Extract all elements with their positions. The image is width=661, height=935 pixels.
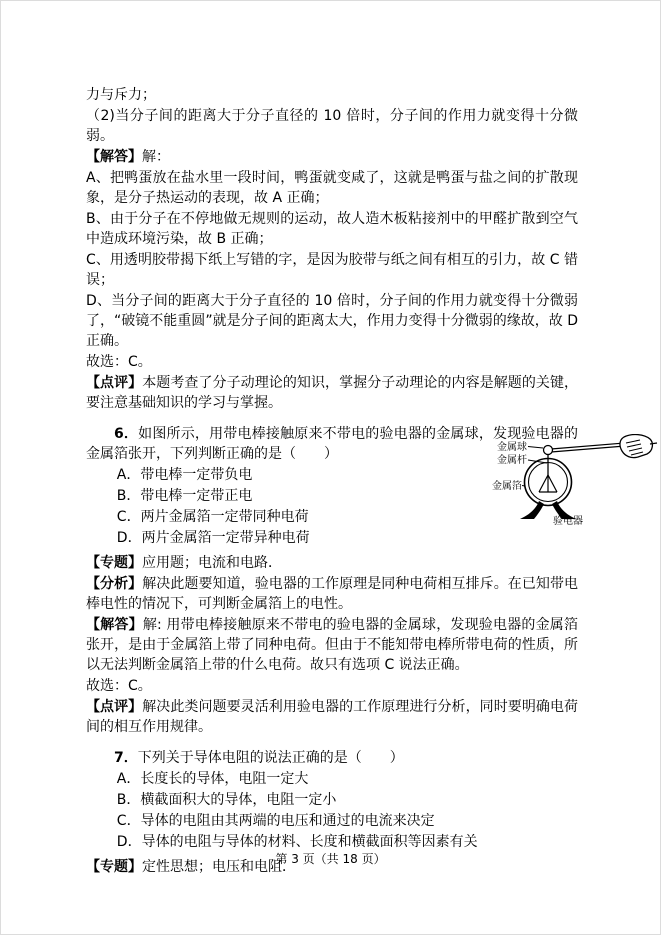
figure-label-metal-rod: 金属杆 — [497, 455, 527, 466]
q6-option-c: C．两片金属箔一定带同种电荷 — [116, 509, 309, 525]
q6-comment-text: 解决此类问题要灵活利用验电器的工作原理进行分析，同时要明确电荷间的相互作用规律。 — [86, 699, 579, 735]
q7-stem — [86, 748, 578, 768]
document-content — [86, 85, 583, 878]
solution5-answer-intro: 解： — [142, 149, 170, 165]
q6-option-d: D．两片金属箔一定带异种电荷 — [116, 530, 310, 546]
q6-number: 6． — [114, 426, 139, 442]
solution5-item-b: B、由于分子在不停地做无规则的运动，故人造木板粘接剂中的甲醛扩散到空气中造成环境污染，故 B 正确； — [86, 211, 578, 247]
page-footer: 第 3 页（共 18 页） — [275, 852, 386, 866]
solution5-answer-heading — [86, 147, 578, 167]
q6-conclusion: 故选：C。 — [86, 678, 152, 694]
solution5-comment-label: 【点评】 — [86, 375, 143, 391]
q6-stem-text: 如图所示，用带电棒接触原来不带电的验电器的金属球，发现验电器的金属箔张开，下列判断正确的是（ ） — [86, 426, 578, 462]
q7-option-b: B．横截面积大的导体，电阻一定小 — [116, 792, 337, 808]
q6-answer-text: 解: 用带电棒接触原来不带电的验电器的金属球，发现验电器的金属箔张开，是由于金属箔上带了同种电荷。但由于不能知带电棒所带电荷的性质，所以无法判断金属箔上带的什么电荷。故只有选项 C 说法正确。 — [86, 617, 579, 673]
figure-label-metal-foil: 金属箔 — [492, 481, 522, 492]
q6-option-b: B．带电棒一定带正电 — [116, 488, 253, 504]
q7-option-c: C．导体的电阻由其两端的电压和通过的电流来决定 — [116, 813, 435, 829]
solution5-item-a: A、把鸭蛋放在盐水里一段时间，鸭蛋就变咸了，这就是鸭蛋与盐之间的扩散现象，是分子热运动的表现，故 A 正确； — [86, 170, 578, 206]
solution5-item-d: D、当分子间的距离大于分子直径的 10 倍时，分子间的作用力就变得十分微弱了，“破镜不能重圆”就是分子间的距离太大，作用力变得十分微弱的缘故，故 D 正确。 — [86, 293, 578, 349]
solution5-point2-line: （2)当分子间的距离大于分子直径的 10 倍时，分子间的作用力就变得十分微弱。 — [86, 108, 578, 144]
q6-option-a: A．带电棒一定带负电 — [116, 467, 253, 483]
solution5-comment-text: 本题考查了分子动理论的知识，掌握分子动理论的内容是解题的关键，要注意基础知识的学习与掌握。 — [86, 375, 579, 411]
electroscope-figure — [491, 434, 659, 530]
q6-answer-label: 【解答】 — [86, 617, 143, 633]
solution5-item-c: C、用透明胶带揭下纸上写错的字，是因为胶带与纸之间有相互的引力，故 C 错误； — [86, 252, 578, 288]
figure-caption-electroscope: 验电器 — [553, 516, 583, 527]
solution5-comment — [86, 373, 578, 413]
q6-analysis-label: 【分析】 — [86, 576, 143, 592]
metal-foils-icon — [539, 475, 557, 492]
q6-comment — [86, 697, 578, 737]
q7-number: 7． — [114, 750, 138, 766]
q6-topic — [86, 553, 578, 573]
q7-option-a: A．长度长的导体，电阻一定大 — [116, 771, 309, 787]
figure-label-metal-ball: 金属球 — [497, 442, 527, 453]
q6-topic-label: 【专题】 — [86, 555, 142, 571]
q7-topic-text: 定性思想；电压和电阻． — [142, 859, 296, 875]
q6-analysis-text: 解决此题要知道，验电器的工作原理是同种电荷相互排斥。在已知带电棒电性的情况下，可判断金属箔上的电性。 — [86, 576, 579, 612]
q6-topic-text: 应用题；电流和电路． — [142, 555, 282, 571]
question-6-block — [86, 424, 583, 737]
solution5-answer-label: 【解答】 — [86, 149, 142, 165]
metal-ball-icon — [544, 446, 553, 455]
q7-topic-label: 【专题】 — [86, 859, 142, 875]
q7-option-d: D．导体的电阻与导体的材料、长度和横截面积等因素有关 — [116, 834, 478, 850]
q6-answer — [86, 615, 578, 675]
hand-icon — [620, 435, 657, 458]
q6-comment-label: 【点评】 — [86, 699, 143, 715]
q7-stem-text: 下列关于导体电阻的说法正确的是（ ） — [137, 750, 404, 766]
q6-analysis — [86, 574, 578, 614]
solution5-conclusion: 故选：C。 — [86, 354, 152, 370]
solution5-carryover-line: 力与斥力； — [86, 87, 156, 103]
electroscope-drawing — [491, 434, 659, 530]
